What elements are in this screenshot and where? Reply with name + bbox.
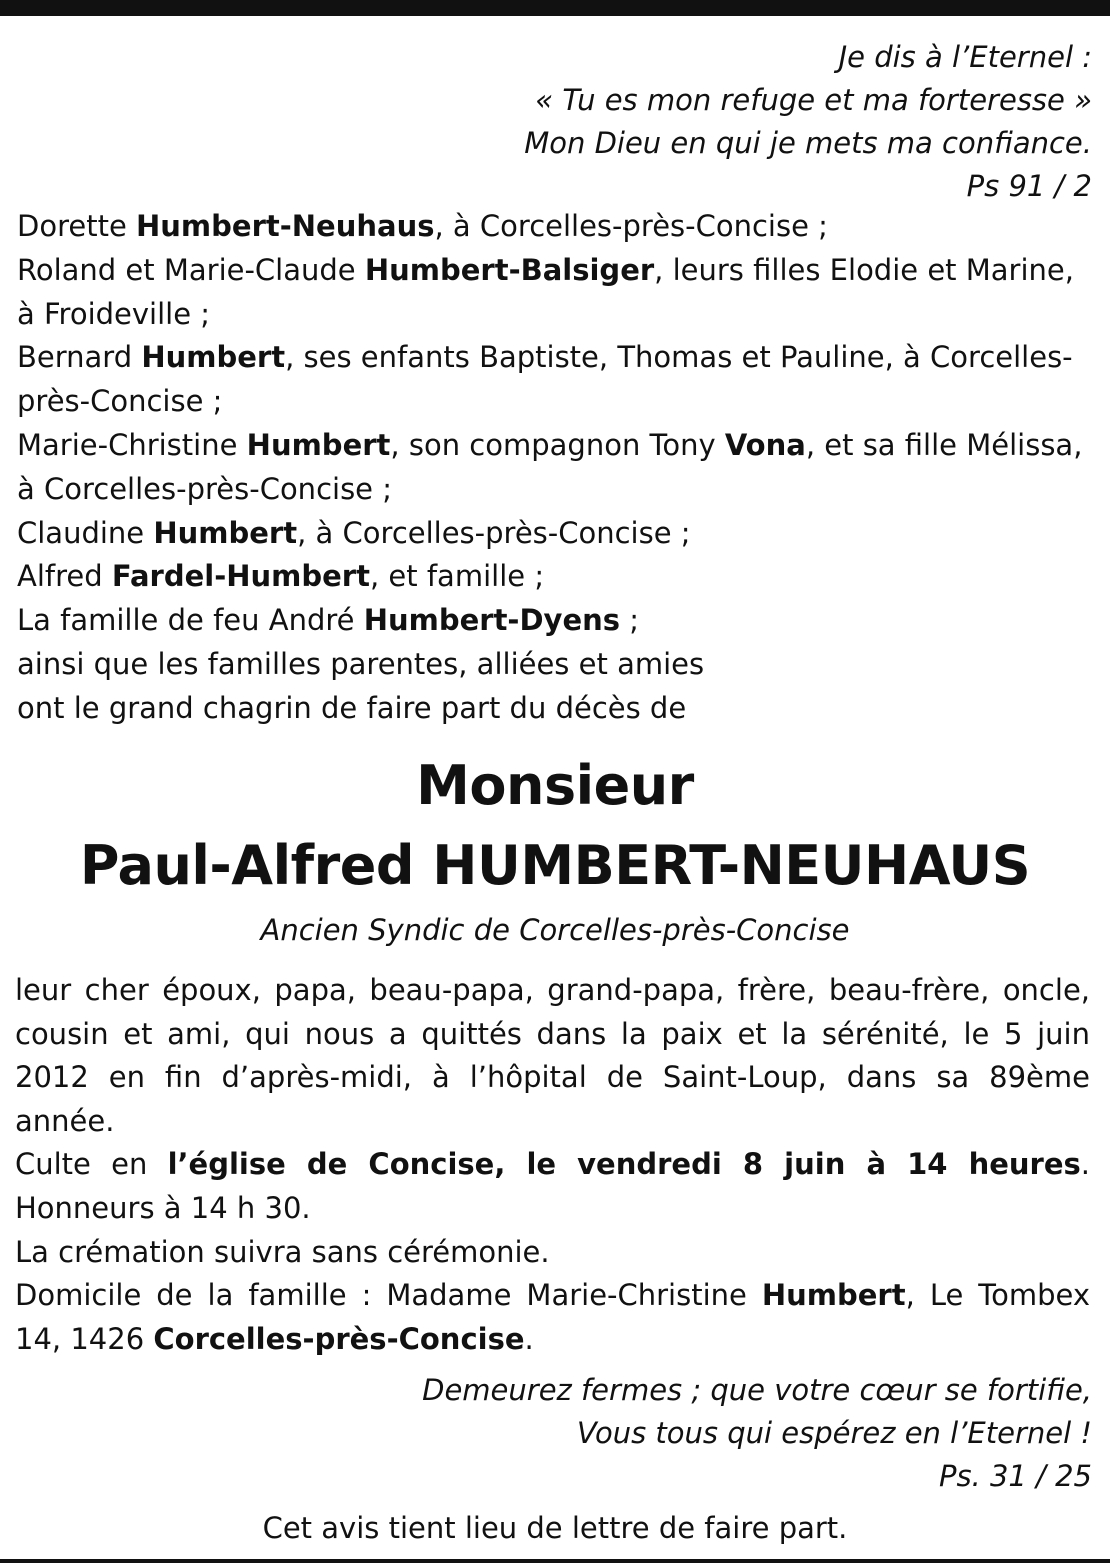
service-paragraph [15,1143,1090,1230]
verse-reference: Ps 91 / 2 [966,169,1092,203]
closing-note: Cet avis tient lieu de lettre de faire part. [262,1511,848,1545]
family-text: Alfred [17,559,112,594]
family-line: ont le grand chagrin de faire part du décès de [17,690,687,725]
verse-reference: Ps. 31 / 25 [938,1459,1092,1493]
family-surname: Humbert-Dyens [363,603,621,638]
family-text: , leurs filles Elodie et Marine, [654,252,1074,287]
body-paragraph: La crémation suivra sans cérémonie. [15,1234,550,1269]
service-details: l’église de Concise, le vendredi 8 juin à 14 heures [167,1147,1081,1182]
body-paragraph: leur cher époux, papa, beau-papa, grand-papa, frère, beau-frère, oncle, cousin et ami, qui nous a quittés dans la paix et la sérénité, le 5 juin 2012 en fin d’après-midi, à l’hôpital de Saint-Loup, dans sa 89ème année. [15,973,1090,1138]
family-line [17,468,1097,512]
family-text: Claudine [17,515,154,550]
deceased-title: Monsieur [416,754,694,817]
address-surname: Humbert [761,1278,906,1313]
body-text: Culte en [15,1147,168,1182]
family-text: à Corcelles-près-Concise ; [17,471,393,506]
family-surname: Humbert [141,340,286,375]
family-line [17,205,1097,249]
family-line [17,336,1097,380]
family-line [17,512,1097,556]
verse-line: Demeurez fermes ; que votre cœur se fortifie, [422,1373,1092,1407]
family-text: près-Concise ; [17,384,223,419]
opening-psalm-verse [524,36,1092,208]
family-text: Roland et Marie-Claude [17,252,365,287]
family-line [17,293,1097,337]
family-line [17,249,1097,293]
body-text: , Le Tombex 14, 1426 [15,1278,1090,1356]
family-surname: Humbert [153,515,298,550]
family-surname: Humbert-Balsiger [364,252,655,287]
family-text: Dorette [17,209,137,243]
family-surname: Fardel-Humbert [111,559,370,594]
closing-psalm-verse [422,1369,1092,1498]
family-text: Bernard [17,340,142,375]
announcement-body [15,969,1090,1361]
body-text: . Honneurs à 14 h 30. [15,1147,1090,1225]
address-locality: Corcelles-près-Concise [153,1321,525,1356]
family-text: Marie-Christine [17,427,247,462]
family-line [17,555,1097,599]
family-text: , ses enfants Baptiste, Thomas et Pauline, à Corcelles- [285,340,1073,375]
deceased-name: Paul-Alfred HUMBERT-NEUHAUS [79,834,1031,897]
family-text: à Froideville ; [17,296,211,331]
family-line: ainsi que les familles parentes, alliées et amies [17,646,705,681]
family-text: , et sa fille Mélissa, [805,427,1083,462]
bottom-rule [0,1559,1110,1563]
family-list [17,205,1097,731]
family-text: , son compagnon Tony [390,427,725,462]
verse-line: Mon Dieu en qui je mets ma confiance. [524,126,1092,160]
address-paragraph [15,1274,1090,1361]
body-text: . [524,1321,534,1356]
family-text: ; [620,603,640,638]
family-text: , à Corcelles-près-Concise ; [297,515,691,550]
family-surname: Humbert-Neuhaus [136,209,435,243]
verse-line: Je dis à l’Eternel : [838,40,1092,74]
family-surname: Humbert [246,427,391,462]
verse-line: « Tu es mon refuge et ma forteresse » [535,83,1092,117]
family-surname: Vona [724,427,806,462]
family-text: , et famille ; [369,559,545,594]
deceased-role: Ancien Syndic de Corcelles-près-Concise [260,913,850,947]
body-text: Domicile de la famille : Madame Marie-Christine [15,1278,762,1313]
family-line [17,380,1097,424]
top-rule [0,0,1110,16]
family-text: , à Corcelles-près-Concise ; [434,209,828,243]
family-line [17,599,1097,643]
family-line [17,424,1097,468]
verse-line: Vous tous qui espérez en l’Eternel ! [576,1416,1092,1450]
family-text: La famille de feu André [17,603,364,638]
